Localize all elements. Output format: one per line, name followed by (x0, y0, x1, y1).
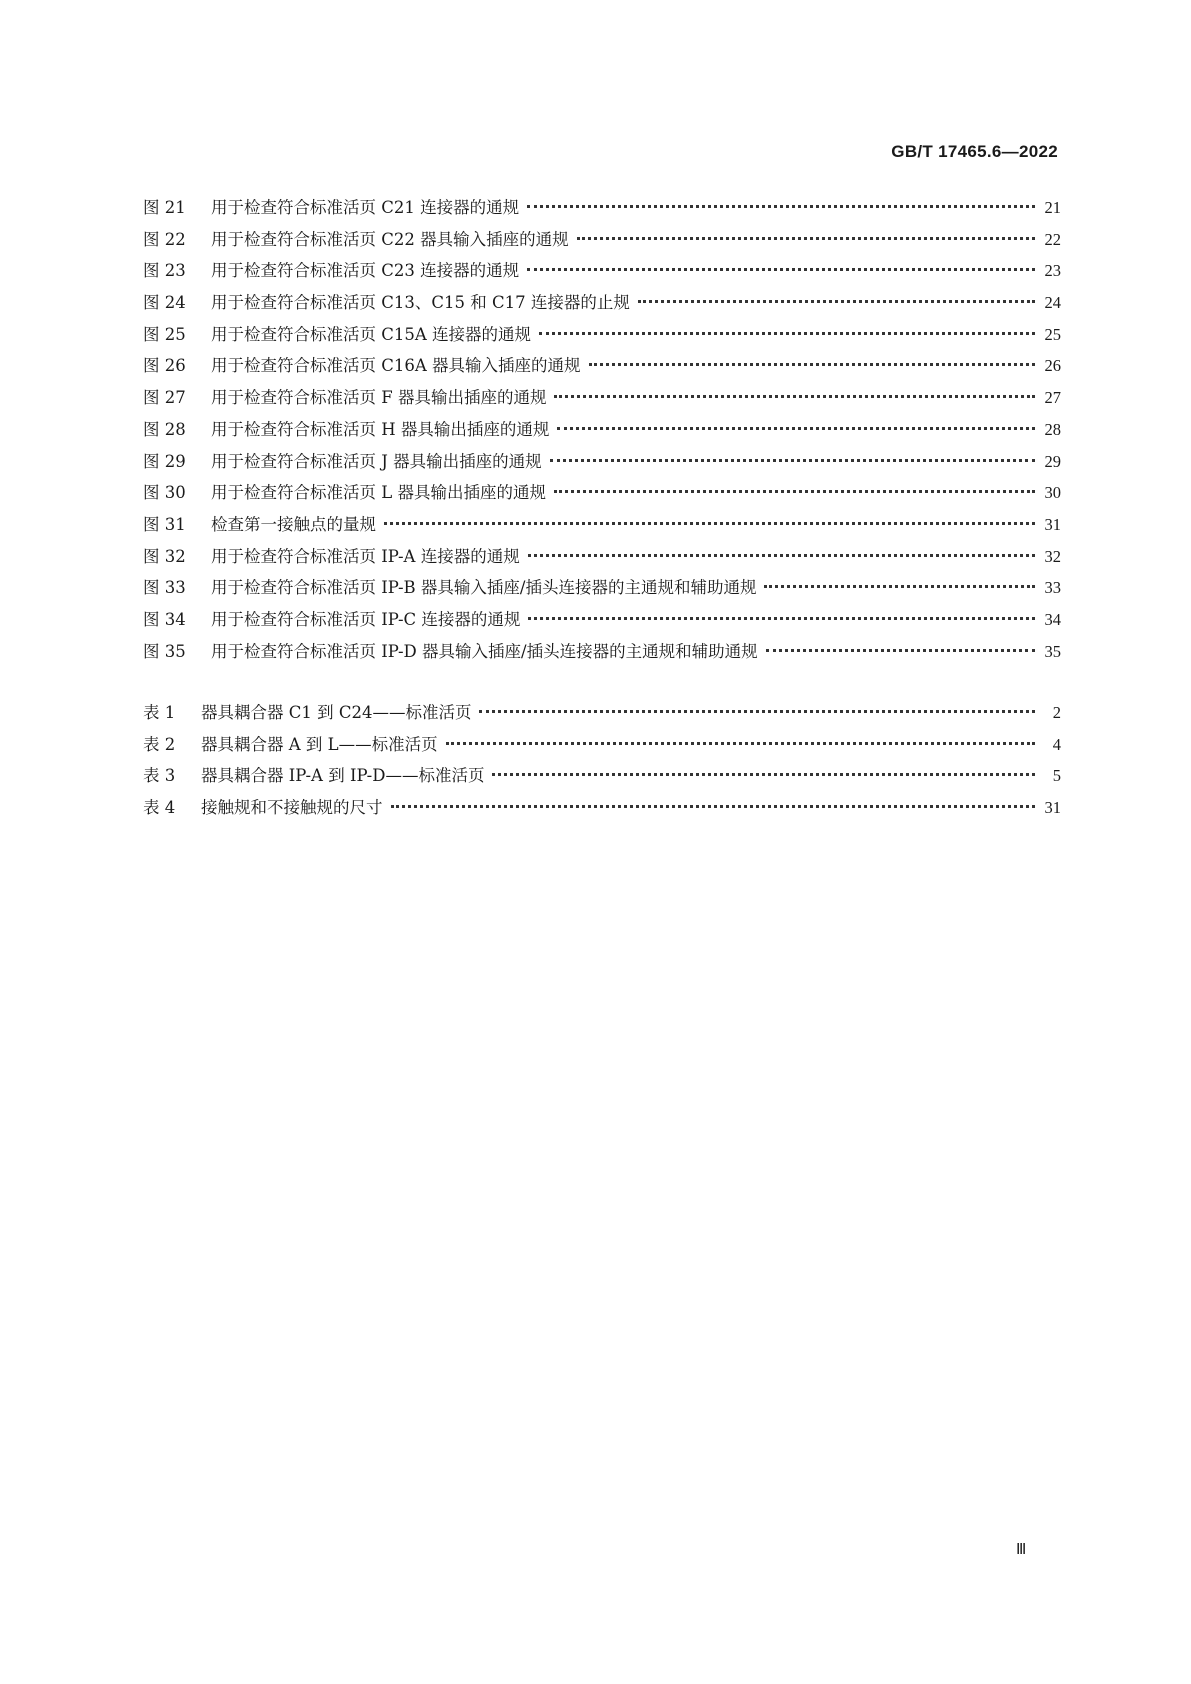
entry-label: 图 26 (143, 356, 186, 376)
figure-entry[interactable] (143, 541, 1061, 573)
figure-entry[interactable] (143, 446, 1061, 478)
entry-title: 用于检查符合标准活页 C16A 器具输入插座的通规 (211, 356, 581, 376)
figure-entry[interactable] (143, 414, 1061, 446)
entry-label: 图 30 (143, 483, 186, 503)
page-number: Ⅲ (1016, 1542, 1027, 1558)
dot-leader (391, 804, 1036, 808)
dot-leader (527, 204, 1035, 208)
entry-label: 表 4 (143, 798, 176, 818)
dot-leader (479, 709, 1035, 713)
entry-label: 图 29 (143, 451, 186, 471)
entry-title: 用于检查符合标准活页 C23 连接器的通规 (211, 261, 520, 281)
entry-label: 表 1 (143, 703, 176, 722)
dot-leader (446, 741, 1035, 745)
entry-title: 用于检查符合标准活页 IP-A 连接器的通规 (211, 546, 520, 566)
entry-label: 图 28 (143, 419, 186, 439)
entry-label: 表 3 (143, 766, 176, 786)
entry-title: 用于检查符合标准活页 IP-D 器具输入插座/插头连接器的主通规和辅助通规 (211, 641, 758, 661)
table-entry[interactable] (143, 697, 1061, 729)
entry-page: 31 (1044, 798, 1061, 818)
entry-page: 29 (1044, 451, 1061, 471)
dot-leader (528, 616, 1035, 620)
dot-leader (527, 267, 1035, 271)
table-entry[interactable] (143, 760, 1061, 792)
entry-title: 用于检查符合标准活页 C13、C15 和 C17 连接器的止规 (211, 293, 630, 313)
entry-page: 34 (1044, 609, 1061, 629)
figure-list (143, 192, 1061, 667)
figure-entry[interactable] (143, 509, 1061, 541)
dot-leader (492, 772, 1035, 776)
dot-leader (554, 394, 1035, 398)
figure-entry[interactable] (143, 572, 1061, 604)
figure-entry[interactable] (143, 477, 1061, 509)
entry-page: 21 (1044, 198, 1061, 217)
entry-label: 图 32 (143, 546, 186, 566)
dot-leader (550, 458, 1035, 462)
dot-leader (539, 331, 1035, 335)
entry-title: 器具耦合器 C1 到 C24——标准活页 (201, 703, 472, 722)
dot-leader (557, 426, 1035, 430)
entry-label: 表 2 (143, 734, 176, 754)
standard-code-header: GB/T 17465.6—2022 (891, 142, 1058, 161)
entry-label: 图 24 (143, 293, 186, 313)
table-list (143, 697, 1061, 824)
entry-label: 图 21 (143, 198, 186, 217)
entry-label: 图 33 (143, 578, 186, 598)
figure-entry[interactable] (143, 382, 1061, 414)
dot-leader (589, 362, 1035, 366)
entry-title: 用于检查符合标准活页 C15A 连接器的通规 (211, 324, 532, 344)
entry-page: 28 (1044, 419, 1061, 439)
entry-title: 用于检查符合标准活页 L 器具输出插座的通规 (211, 483, 546, 503)
entry-label: 图 34 (143, 609, 186, 629)
entry-title: 用于检查符合标准活页 C21 连接器的通规 (211, 198, 520, 217)
entry-page: 23 (1044, 261, 1061, 281)
entry-title: 接触规和不接触规的尺寸 (201, 798, 383, 818)
entry-page: 35 (1044, 641, 1061, 661)
figure-entry[interactable] (143, 255, 1061, 287)
table-entry[interactable] (143, 729, 1061, 761)
figure-entry[interactable] (143, 350, 1061, 382)
entry-page: 27 (1044, 388, 1061, 408)
entry-page: 22 (1044, 229, 1061, 249)
entry-title: 用于检查符合标准活页 IP-C 连接器的通规 (211, 609, 521, 629)
entry-page: 33 (1044, 578, 1061, 598)
entry-title: 器具耦合器 A 到 L——标准活页 (201, 734, 438, 754)
entry-page: 32 (1044, 546, 1061, 566)
entry-label: 图 35 (143, 641, 186, 661)
entry-title: 用于检查符合标准活页 F 器具输出插座的通规 (211, 388, 547, 408)
entry-label: 图 31 (143, 514, 186, 534)
figure-entry[interactable] (143, 224, 1061, 256)
entry-title: 用于检查符合标准活页 H 器具输出插座的通规 (211, 419, 550, 439)
dot-leader (384, 521, 1035, 525)
table-entry[interactable] (143, 792, 1061, 824)
entry-title: 用于检查符合标准活页 J 器具输出插座的通规 (211, 451, 542, 471)
dot-leader (638, 299, 1035, 303)
entry-label: 图 25 (143, 324, 186, 344)
entry-page: 2 (1052, 703, 1061, 722)
figure-entry[interactable] (143, 604, 1061, 636)
dot-leader (766, 648, 1035, 652)
dot-leader (554, 489, 1035, 493)
entry-page: 30 (1044, 483, 1061, 503)
dot-leader (577, 236, 1035, 240)
entry-page: 5 (1052, 766, 1061, 786)
entry-title: 器具耦合器 IP-A 到 IP-D——标准活页 (201, 766, 485, 786)
entry-page: 25 (1044, 324, 1061, 344)
entry-label: 图 27 (143, 388, 186, 408)
entry-page: 26 (1044, 356, 1061, 376)
figure-entry[interactable] (143, 287, 1061, 319)
entry-page: 31 (1044, 514, 1061, 534)
entry-page: 4 (1052, 734, 1061, 754)
entry-label: 图 23 (143, 261, 186, 281)
figure-entry[interactable] (143, 192, 1061, 224)
entry-title: 用于检查符合标准活页 C22 器具输入插座的通规 (211, 229, 569, 249)
figure-entry[interactable] (143, 636, 1061, 668)
figure-entry[interactable] (143, 319, 1061, 351)
entry-title: 用于检查符合标准活页 IP-B 器具输入插座/插头连接器的主通规和辅助通规 (211, 578, 757, 598)
dot-leader (528, 553, 1035, 557)
entry-page: 24 (1044, 293, 1061, 313)
entry-title: 检查第一接触点的量规 (211, 514, 376, 534)
entry-label: 图 22 (143, 229, 186, 249)
dot-leader (764, 584, 1035, 588)
